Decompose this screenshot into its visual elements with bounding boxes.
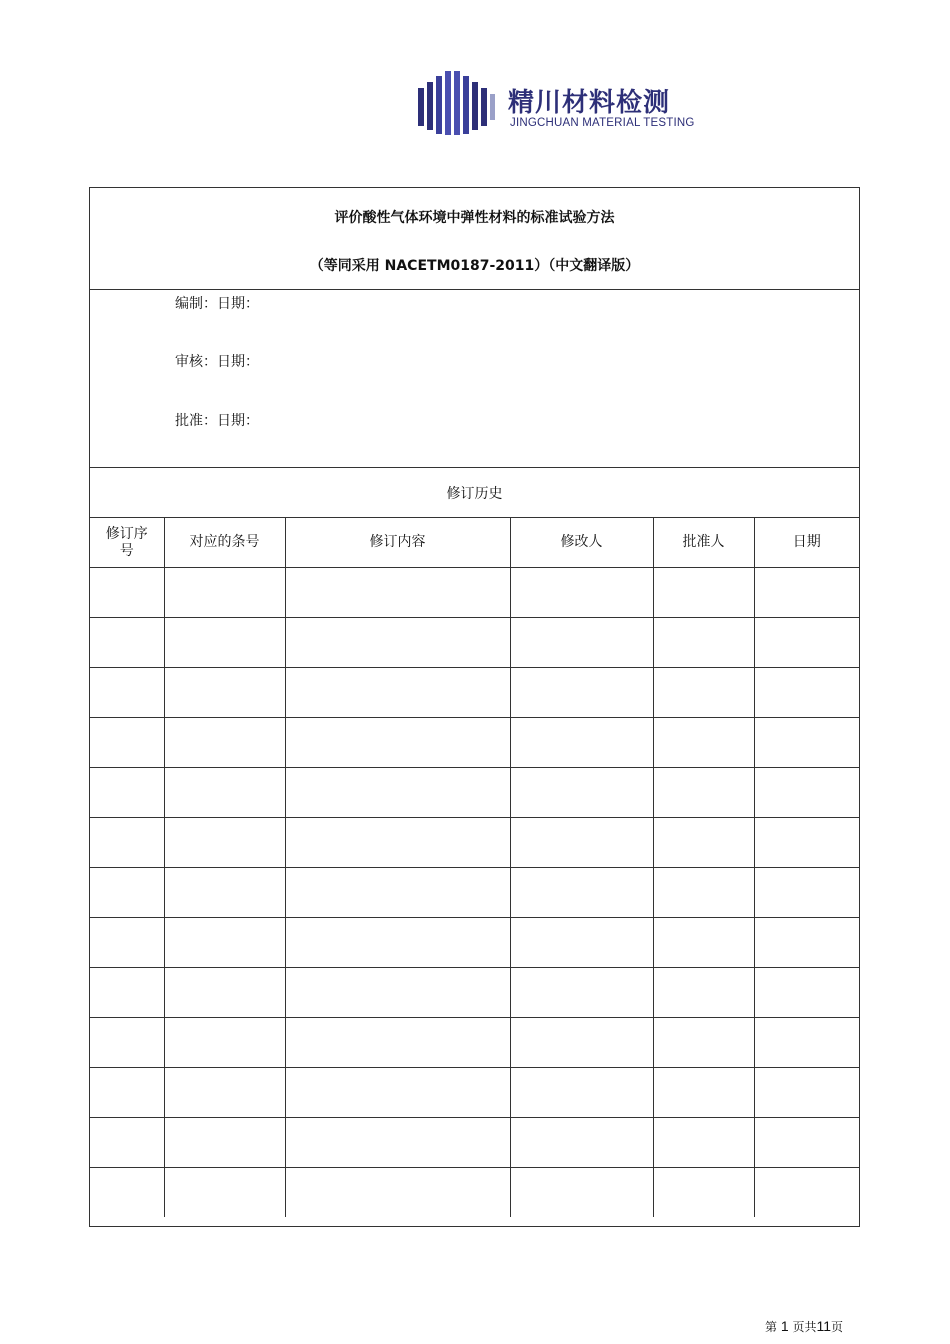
footer-prefix: 第 [765, 1320, 778, 1334]
table-cell [510, 668, 653, 718]
table-cell [90, 868, 164, 918]
table-cell [653, 918, 754, 968]
table-cell [285, 568, 510, 618]
footer-total-pages: 11 [816, 1318, 832, 1334]
table-row [90, 718, 859, 768]
table-cell [285, 1068, 510, 1118]
revision-history-header [90, 467, 859, 518]
table-cell [285, 918, 510, 968]
table-cell [653, 718, 754, 768]
page-footer [765, 1318, 843, 1335]
table-cell [510, 1168, 653, 1218]
logo-chinese-name: 精川材料检测 [508, 88, 671, 118]
table-cell [653, 818, 754, 868]
table-cell [653, 568, 754, 618]
table-cell [285, 668, 510, 718]
table-cell [510, 618, 653, 668]
table-cell [754, 1118, 859, 1168]
table-cell [90, 1068, 164, 1118]
table-cell [285, 1168, 510, 1218]
table-cell [754, 1018, 859, 1068]
table-cell [510, 1068, 653, 1118]
table-cell [285, 1118, 510, 1168]
table-cell [653, 668, 754, 718]
footer-page-number: 1 [780, 1318, 789, 1334]
table-cell [285, 1018, 510, 1068]
footer-middle: 页共 [792, 1320, 817, 1334]
revision-table [90, 518, 859, 1217]
table-cell [510, 818, 653, 868]
table-cell [90, 618, 164, 668]
revision-history-title: 修订历史 [446, 486, 503, 502]
document-frame [89, 187, 860, 1227]
table-cell [653, 1068, 754, 1118]
table-cell [754, 868, 859, 918]
column-header-content: 修订内容 [285, 518, 510, 568]
column-header-modifier: 修改人 [510, 518, 653, 568]
table-header-row [90, 518, 859, 568]
table-cell [90, 568, 164, 618]
table-cell [90, 668, 164, 718]
table-cell [285, 718, 510, 768]
table-row [90, 1168, 859, 1218]
table-row [90, 1118, 859, 1168]
table-cell [90, 968, 164, 1018]
table-cell [90, 718, 164, 768]
table-cell [510, 1118, 653, 1168]
table-cell [510, 918, 653, 968]
document-title: 评价酸性气体环境中弹性材料的标准试验方法 [334, 210, 615, 226]
table-cell [754, 918, 859, 968]
table-cell [164, 668, 285, 718]
table-cell [164, 918, 285, 968]
table-cell [90, 1018, 164, 1068]
table-row [90, 668, 859, 718]
table-cell [90, 918, 164, 968]
logo-english-name: JINGCHUAN MATERIAL TESTING [510, 117, 695, 129]
table-cell [285, 618, 510, 668]
table-cell [510, 968, 653, 1018]
table-row [90, 1068, 859, 1118]
table-cell [754, 618, 859, 668]
logo-building-icon [416, 70, 498, 136]
table-cell [754, 668, 859, 718]
table-cell [754, 768, 859, 818]
table-row [90, 1018, 859, 1068]
table-cell [90, 818, 164, 868]
table-cell [90, 1118, 164, 1168]
table-cell [754, 718, 859, 768]
revision-table-body [90, 568, 859, 1218]
footer-suffix: 页 [831, 1320, 844, 1334]
table-row [90, 868, 859, 918]
approved-by-line: 批准：日期： [175, 413, 259, 429]
table-row [90, 568, 859, 618]
table-row [90, 618, 859, 668]
table-row [90, 818, 859, 868]
reviewed-by-line: 审核：日期： [175, 354, 259, 370]
table-cell [164, 868, 285, 918]
company-logo [416, 70, 716, 136]
table-row [90, 768, 859, 818]
column-header-approver: 批准人 [653, 518, 754, 568]
table-cell [164, 1068, 285, 1118]
title-section [90, 188, 859, 290]
prepared-by-line: 编制：日期： [175, 296, 259, 312]
table-cell [164, 768, 285, 818]
table-cell [285, 768, 510, 818]
table-cell [754, 568, 859, 618]
table-cell [510, 768, 653, 818]
table-cell [285, 868, 510, 918]
table-cell [285, 818, 510, 868]
table-cell [754, 1068, 859, 1118]
table-cell [164, 1168, 285, 1218]
table-cell [653, 768, 754, 818]
table-cell [653, 968, 754, 1018]
table-cell [164, 718, 285, 768]
table-cell [285, 968, 510, 1018]
table-cell [653, 1018, 754, 1068]
table-cell [510, 1018, 653, 1068]
table-cell [754, 1168, 859, 1218]
column-header-date: 日期 [754, 518, 859, 568]
table-cell [510, 568, 653, 618]
column-header-clause: 对应的条号 [164, 518, 285, 568]
table-row [90, 968, 859, 1018]
table-cell [653, 618, 754, 668]
table-cell [653, 868, 754, 918]
table-cell [510, 718, 653, 768]
table-cell [164, 1018, 285, 1068]
table-cell [754, 968, 859, 1018]
table-cell [90, 768, 164, 818]
table-cell [164, 618, 285, 668]
table-cell [90, 1168, 164, 1218]
signoff-section [90, 289, 859, 468]
table-cell [164, 1118, 285, 1168]
table-row [90, 918, 859, 968]
table-cell [754, 818, 859, 868]
table-cell [653, 1168, 754, 1218]
table-cell [510, 868, 653, 918]
table-cell [653, 1118, 754, 1168]
table-cell [164, 968, 285, 1018]
table-cell [164, 818, 285, 868]
column-header-revision-no: 修订序号 [90, 518, 164, 568]
document-subtitle: （等同采用 NACETM0187-2011）（中文翻译版） [309, 258, 640, 274]
table-cell [164, 568, 285, 618]
